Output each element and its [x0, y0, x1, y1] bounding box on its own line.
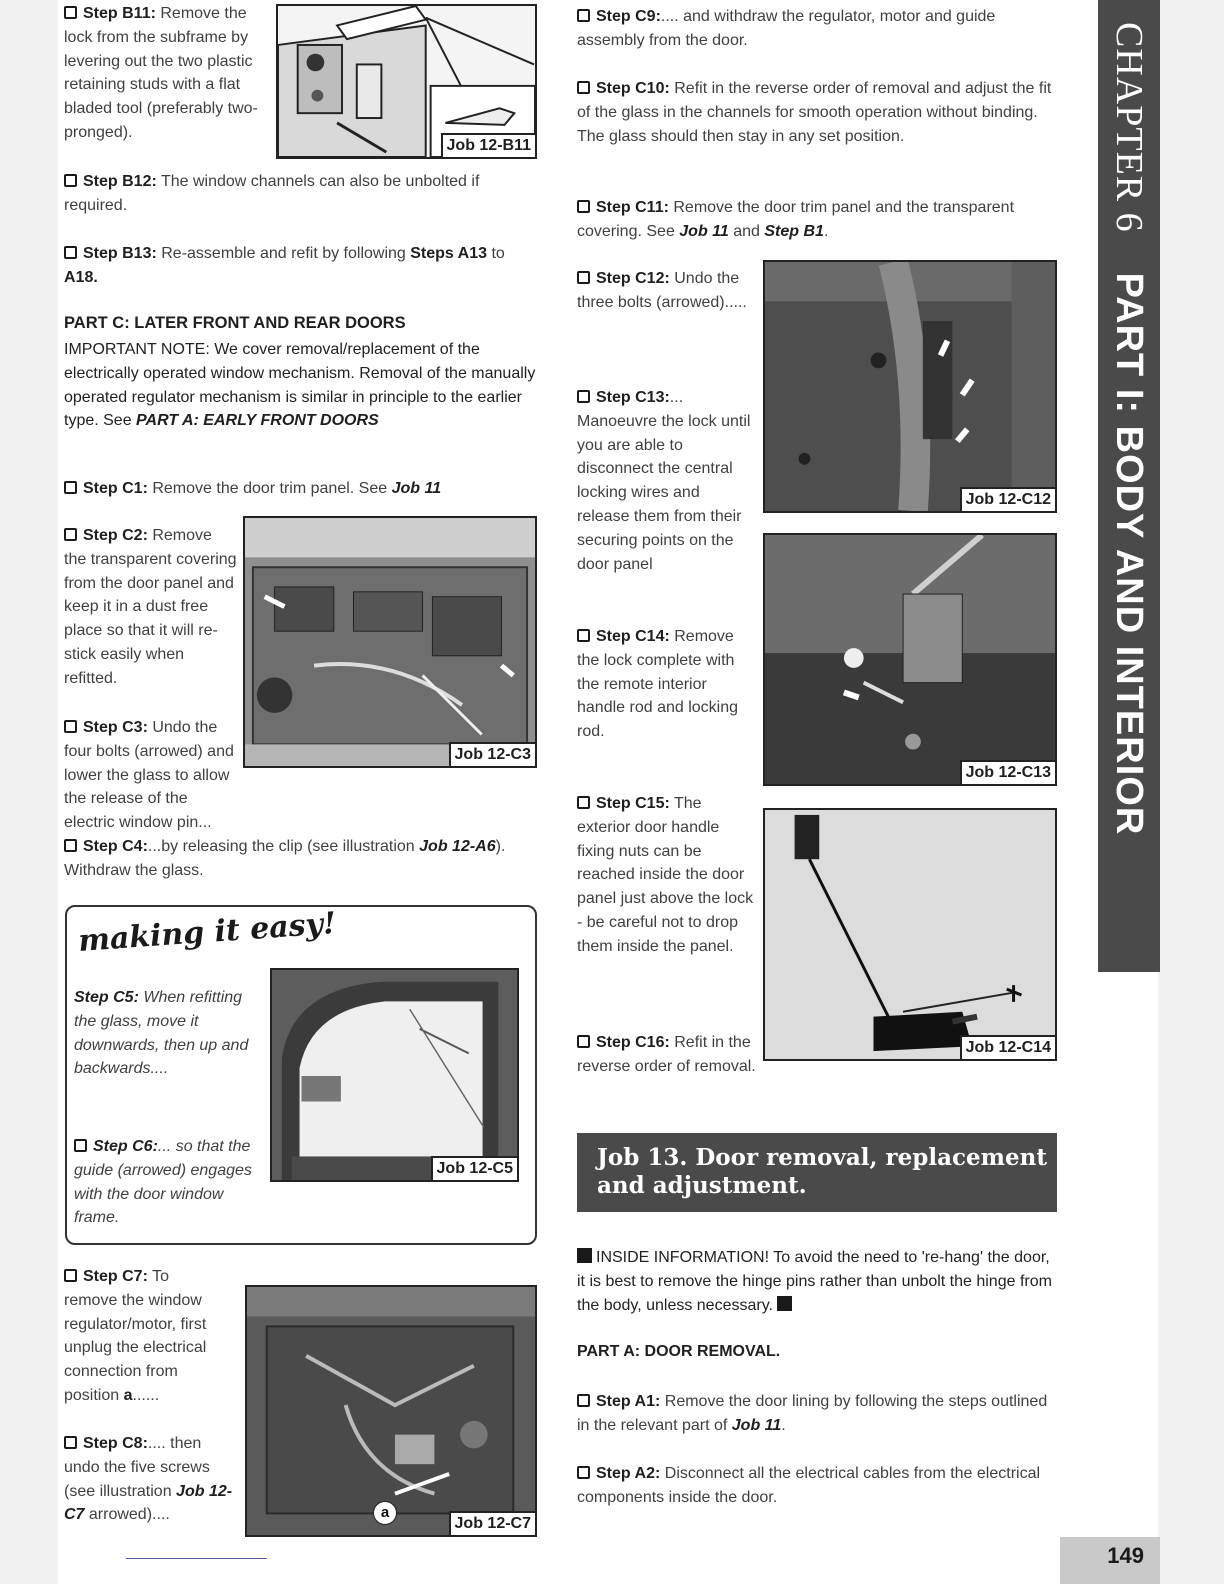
- part-c-heading: PART C: LATER FRONT AND REAR DOORS: [64, 314, 406, 332]
- step-c2: Step C2: Remove the transparent covering from the door panel and keep it in a dust free place so that it will re-stick easily when refitted.: [64, 527, 237, 687]
- step-c7: Step C7: To remove the window regulator/motor, first unplug the electrical connection from position a......: [64, 1268, 207, 1404]
- figure-caption: Job 12-C7: [449, 1511, 535, 1535]
- figure-caption: Job 12-C3: [449, 742, 535, 766]
- chapter-label: CHAPTER 6: [1108, 22, 1150, 233]
- step-c5: Step C5: When refitting the glass, move it downwards, then up and backwards....: [74, 989, 249, 1078]
- checkbox-icon: [577, 200, 590, 213]
- checkbox-icon: [577, 629, 590, 642]
- checkbox-icon: [64, 528, 77, 541]
- figure-job-12-c14: [763, 808, 1057, 1061]
- step-c3: Step C3: Undo the four bolts (arrowed) and lower the glass to allow the release of the electric window pin...: [64, 719, 234, 832]
- checkbox-icon: [577, 1035, 590, 1048]
- inside-information: INSIDE INFORMATION! To avoid the need to 're-hang' the door, it is best to remove the hinge pins rather than unbolt the hinge from the body, unless necessary.: [577, 1249, 1052, 1314]
- checkbox-icon: [64, 174, 77, 187]
- checkbox-icon: [74, 1139, 87, 1152]
- checkbox-icon: [64, 1269, 77, 1282]
- lock-wiring-photo: [765, 535, 1055, 784]
- making-it-easy-title: making it easy!: [77, 906, 338, 959]
- checkbox-icon: [577, 390, 590, 403]
- checkbox-icon: [64, 720, 77, 733]
- footer-rule: [126, 1558, 267, 1559]
- checkbox-icon: [577, 1466, 590, 1479]
- figure-caption: Job 12-C5: [431, 1156, 517, 1180]
- checkbox-icon: [64, 481, 77, 494]
- checkbox-icon: [64, 6, 77, 19]
- door-lock-bolts-photo: [765, 262, 1055, 511]
- info-icon: [777, 1296, 792, 1311]
- job-13-heading: Job 13. Door removal, replacement and adjustment.: [577, 1133, 1057, 1212]
- checkbox-icon: [577, 1394, 590, 1407]
- step-c1: Step C1: Remove the door trim panel. See Job 11: [64, 477, 536, 501]
- checkbox-icon: [64, 246, 77, 259]
- figure-caption: Job 12-C13: [960, 760, 1055, 784]
- checkbox-icon: [577, 796, 590, 809]
- window-regulator-photo: [247, 1287, 535, 1535]
- step-b13: Step B13: Re-assemble and refit by following Steps A13 to A18.: [64, 245, 505, 286]
- lock-assembly-rods-photo: [765, 810, 1055, 1059]
- checkbox-icon: [64, 839, 77, 852]
- chapter-sidebar: [1098, 0, 1160, 972]
- step-c16: Step C16: Refit in the reverse order of removal.: [577, 1034, 756, 1075]
- figure-job-12-c12: [763, 260, 1057, 513]
- step-c10: Step C10: Refit in the reverse order of removal and adjust the fit of the glass in the channels for smooth operation without binding. The glass should then stay in any set position.: [577, 80, 1052, 145]
- checkbox-icon: [577, 271, 590, 284]
- figure-job-12-c7: [245, 1285, 537, 1537]
- figure-job-12-c13: [763, 533, 1057, 786]
- step-c14: Step C14: Remove the lock complete with the remote interior handle rod and locking rod.: [577, 628, 739, 741]
- checkbox-icon: [577, 81, 590, 94]
- step-a1: Step A1: Remove the door lining by following the steps outlined in the relevant part of Job 11.: [577, 1393, 1048, 1434]
- figure-caption: Job 12-C12: [960, 487, 1055, 511]
- step-c13: Step C13:... Manoeuvre the lock until you are able to disconnect the central locking wires and release them from their securing points on the door panel: [577, 389, 751, 573]
- door-inner-panel-photo: [245, 518, 535, 766]
- step-c6: Step C6:... so that the guide (arrowed) engages with the door window frame.: [74, 1138, 252, 1227]
- step-c8: Step C8:.... then undo the five screws (see illustration Job 12-C7 arrowed)....: [64, 1435, 233, 1524]
- important-note: IMPORTANT NOTE: We cover removal/replacement of the electrically operated window mechanism. Removal of the manually operated regulator mechanism is similar in principle to the earlier type. See PART A: EARLY FRONT DOORS: [64, 341, 536, 430]
- checkbox-icon: [64, 1436, 77, 1449]
- step-c11: Step C11: Remove the door trim panel and the transparent covering. See Job 11 and Step B1.: [577, 199, 1015, 240]
- checkbox-icon: [577, 9, 590, 22]
- step-c15: Step C15: The exterior door handle fixing nuts can be reached inside the door panel just above the lock - be careful not to drop them inside the panel.: [577, 795, 754, 955]
- figure-job-12-c5: [270, 968, 519, 1182]
- step-b12: Step B12: The window channels can also be unbolted if required.: [64, 173, 480, 214]
- part-a-heading: PART A: DOOR REMOVAL.: [577, 1343, 781, 1360]
- step-c12: Step C12: Undo the three bolts (arrowed).....: [577, 270, 747, 311]
- figure-job-12-b11: [276, 4, 537, 159]
- step-a2: Step A2: Disconnect all the electrical cables from the electrical components inside the door.: [577, 1465, 1041, 1506]
- step-b11: Step B11: Remove the lock from the subframe by levering out the two plastic retaining studs with a flat bladed tool (preferably two-pronged).: [64, 5, 258, 141]
- step-c4: Step C4:...by releasing the clip (see illustration Job 12-A6). Withdraw the glass.: [64, 838, 506, 879]
- info-icon: [577, 1248, 592, 1263]
- figure-job-12-c3: [243, 516, 537, 768]
- part-title: PART I: BODY AND INTERIOR: [1108, 272, 1151, 836]
- figure-caption: Job 12-C14: [960, 1035, 1055, 1059]
- door-window-frame-photo: [272, 970, 517, 1180]
- step-c9: Step C9:.... and withdraw the regulator, motor and guide assembly from the door.: [577, 8, 996, 49]
- callout-marker-a: a: [373, 1501, 397, 1525]
- page-number: 149: [1060, 1537, 1160, 1584]
- figure-caption: Job 12-B11: [441, 133, 535, 157]
